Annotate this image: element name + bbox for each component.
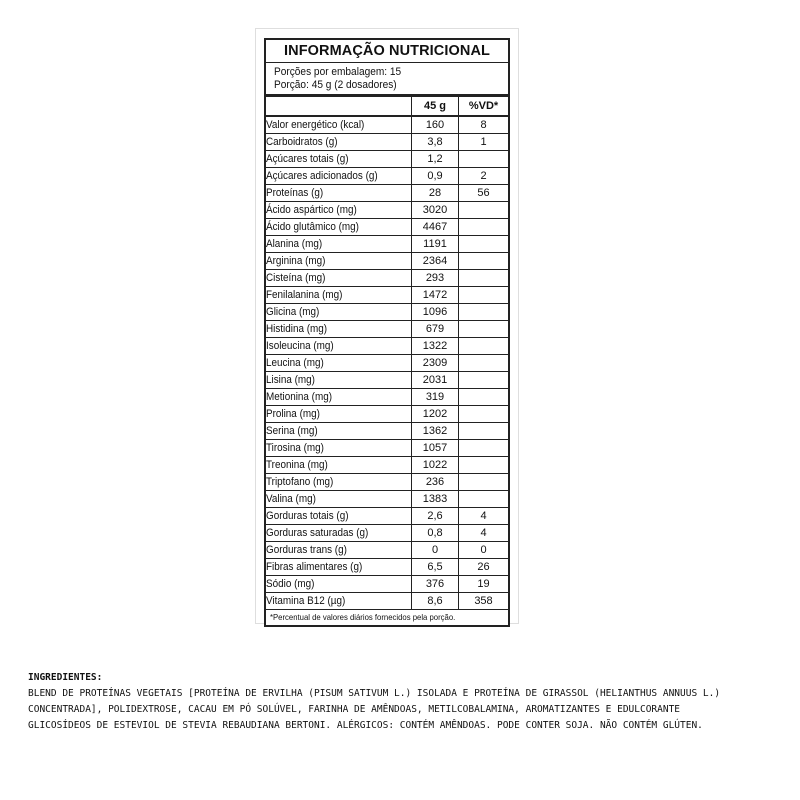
nutrient-name: Histidina (mg) [266, 321, 412, 338]
nutrient-amount: 1472 [412, 287, 459, 304]
nutrient-amount: 6,5 [412, 559, 459, 576]
nutrient-row [266, 355, 508, 372]
nutrient-name: Ácido glutâmico (mg) [266, 219, 412, 236]
nutrient-name: Valor energético (kcal) [266, 116, 412, 134]
nutrient-row [266, 185, 508, 202]
nutrient-amount: 1096 [412, 304, 459, 321]
nutrient-row [266, 593, 508, 610]
nutrient-amount: 1057 [412, 440, 459, 457]
nutrient-name: Cisteína (mg) [266, 270, 412, 287]
nutrient-name: Açúcares totais (g) [266, 151, 412, 168]
nutrient-dv: 1 [459, 134, 509, 151]
nutrient-name: Treonina (mg) [266, 457, 412, 474]
ingredients-line: BLEND DE PROTEÍNAS VEGETAIS [PROTEÍNA DE ERVILHA (PISUM SATIVUM L.) ISOLADA E PROTEÍNA DE GIRASSOL (HELIANTHUS ANNUUS L.) [28, 688, 721, 699]
nutrient-amount: 2,6 [412, 508, 459, 525]
nutrient-dv: 4 [459, 525, 509, 542]
nutrient-row [266, 287, 508, 304]
nutrient-dv [459, 304, 509, 321]
nutrient-amount: 1383 [412, 491, 459, 508]
ingredients-section [28, 670, 788, 734]
nutrient-dv: 358 [459, 593, 509, 610]
nutrient-amount: 0 [412, 542, 459, 559]
nutrient-dv [459, 457, 509, 474]
nutrient-name: Valina (mg) [266, 491, 412, 508]
serving-size: Porção: 45 g (2 dosadores) [274, 79, 397, 91]
ingredients-title: INGREDIENTES: [28, 672, 103, 683]
nutrient-table [266, 97, 508, 610]
nutrient-name: Leucina (mg) [266, 355, 412, 372]
nutrient-row [266, 508, 508, 525]
nutrient-name: Ácido aspártico (mg) [266, 202, 412, 219]
nutrient-dv: 4 [459, 508, 509, 525]
nutrient-name: Lisina (mg) [266, 372, 412, 389]
nutrient-dv [459, 355, 509, 372]
nutrient-row [266, 372, 508, 389]
nutrient-name: Glicina (mg) [266, 304, 412, 321]
nutrient-dv [459, 406, 509, 423]
nutrient-dv [459, 287, 509, 304]
nutrient-name: Fenilalanina (mg) [266, 287, 412, 304]
nutrient-dv [459, 151, 509, 168]
nutrient-name: Gorduras totais (g) [266, 508, 412, 525]
nutrient-row [266, 576, 508, 593]
nutrient-row [266, 151, 508, 168]
nutrient-dv [459, 253, 509, 270]
nutrient-row [266, 542, 508, 559]
nutrient-dv [459, 270, 509, 287]
nutrient-row [266, 423, 508, 440]
nutrient-dv [459, 474, 509, 491]
nutrient-amount: 236 [412, 474, 459, 491]
nutrient-amount: 3020 [412, 202, 459, 219]
nutrient-dv [459, 321, 509, 338]
nutrient-name: Açúcares adicionados (g) [266, 168, 412, 185]
nutrient-dv [459, 372, 509, 389]
nutrient-amount: 0,8 [412, 525, 459, 542]
nutrition-facts-table [264, 38, 510, 627]
nutrient-row [266, 202, 508, 219]
nutrient-amount: 28 [412, 185, 459, 202]
nutrient-name: Serina (mg) [266, 423, 412, 440]
nutrient-row [266, 253, 508, 270]
footnote: *Percentual de valores diários fornecidos pela porção. [270, 612, 456, 622]
nutrient-row [266, 168, 508, 185]
nutrient-name: Arginina (mg) [266, 253, 412, 270]
nutrient-name: Fibras alimentares (g) [266, 559, 412, 576]
nutrient-row [266, 457, 508, 474]
nutrient-amount: 8,6 [412, 593, 459, 610]
nutrient-amount: 679 [412, 321, 459, 338]
nutrient-amount: 2364 [412, 253, 459, 270]
nutrient-dv [459, 236, 509, 253]
nutrient-name: Carboidratos (g) [266, 134, 412, 151]
nutrient-dv: 19 [459, 576, 509, 593]
nutrient-dv [459, 202, 509, 219]
nutrient-row [266, 134, 508, 151]
nutrient-row [266, 389, 508, 406]
nutrient-amount: 3,8 [412, 134, 459, 151]
nutrient-name: Proteínas (g) [266, 185, 412, 202]
nutrient-row [266, 491, 508, 508]
nutrient-amount: 1022 [412, 457, 459, 474]
nutrient-amount: 1,2 [412, 151, 459, 168]
nutrient-dv [459, 440, 509, 457]
nutrient-name: Gorduras trans (g) [266, 542, 412, 559]
nutrient-amount: 160 [412, 116, 459, 134]
nutrient-row [266, 270, 508, 287]
serving-info [266, 63, 508, 97]
nutrient-dv [459, 491, 509, 508]
nutrient-amount: 293 [412, 270, 459, 287]
nutrient-name: Vitamina B12 (µg) [266, 593, 412, 610]
nutrient-amount: 376 [412, 576, 459, 593]
nutrient-amount: 1322 [412, 338, 459, 355]
nutrient-dv: 8 [459, 116, 509, 134]
nutrient-name: Alanina (mg) [266, 236, 412, 253]
nutrient-amount: 2031 [412, 372, 459, 389]
nutrient-dv [459, 219, 509, 236]
nutrient-name: Gorduras saturadas (g) [266, 525, 412, 542]
header-amount: 45 g [412, 97, 459, 116]
nutrient-row [266, 338, 508, 355]
nutrient-row [266, 116, 508, 134]
nutrient-dv [459, 423, 509, 440]
nutrient-amount: 0,9 [412, 168, 459, 185]
nutrient-row [266, 406, 508, 423]
nutrient-dv [459, 338, 509, 355]
header-blank [266, 97, 412, 116]
nutrient-dv: 2 [459, 168, 509, 185]
nutrient-amount: 2309 [412, 355, 459, 372]
nutrient-name: Tirosina (mg) [266, 440, 412, 457]
nutrient-name: Sódio (mg) [266, 576, 412, 593]
nutrient-row [266, 321, 508, 338]
ingredients-line: GLICOSÍDEOS DE ESTEVIOL DE STEVIA REBAUDIANA BERTONI. ALÉRGICOS: CONTÉM AMÊNDOAS. PODE CONTER SOJA. NÃO CONTÉM GLÚTEN. [28, 720, 703, 731]
servings-per-package: Porções por embalagem: 15 [274, 66, 402, 78]
nutrient-row [266, 304, 508, 321]
nutrient-header-row [266, 97, 508, 116]
nutrient-row [266, 236, 508, 253]
nutrient-dv: 0 [459, 542, 509, 559]
nutrition-title: INFORMAÇÃO NUTRICIONAL [266, 40, 508, 63]
nutrient-row [266, 440, 508, 457]
nutrient-row [266, 525, 508, 542]
nutrient-dv [459, 389, 509, 406]
nutrient-dv: 26 [459, 559, 509, 576]
header-dv: %VD* [459, 97, 509, 116]
nutrient-row [266, 474, 508, 491]
nutrient-name: Metionina (mg) [266, 389, 412, 406]
nutrient-row [266, 559, 508, 576]
nutrient-amount: 319 [412, 389, 459, 406]
nutrient-amount: 1362 [412, 423, 459, 440]
nutrient-name: Isoleucina (mg) [266, 338, 412, 355]
nutrient-name: Triptofano (mg) [266, 474, 412, 491]
nutrition-label-panel [255, 28, 519, 624]
ingredients-line: CONCENTRADA], POLIDEXTROSE, CACAU EM PÓ SOLÚVEL, FARINHA DE AMÊNDOAS, METILCOBALAMINA, AROMATIZANTES E EDULCORANTE [28, 704, 681, 715]
nutrient-row [266, 219, 508, 236]
nutrient-name: Prolina (mg) [266, 406, 412, 423]
nutrient-amount: 1191 [412, 236, 459, 253]
nutrient-dv: 56 [459, 185, 509, 202]
nutrient-amount: 1202 [412, 406, 459, 423]
nutrient-amount: 4467 [412, 219, 459, 236]
